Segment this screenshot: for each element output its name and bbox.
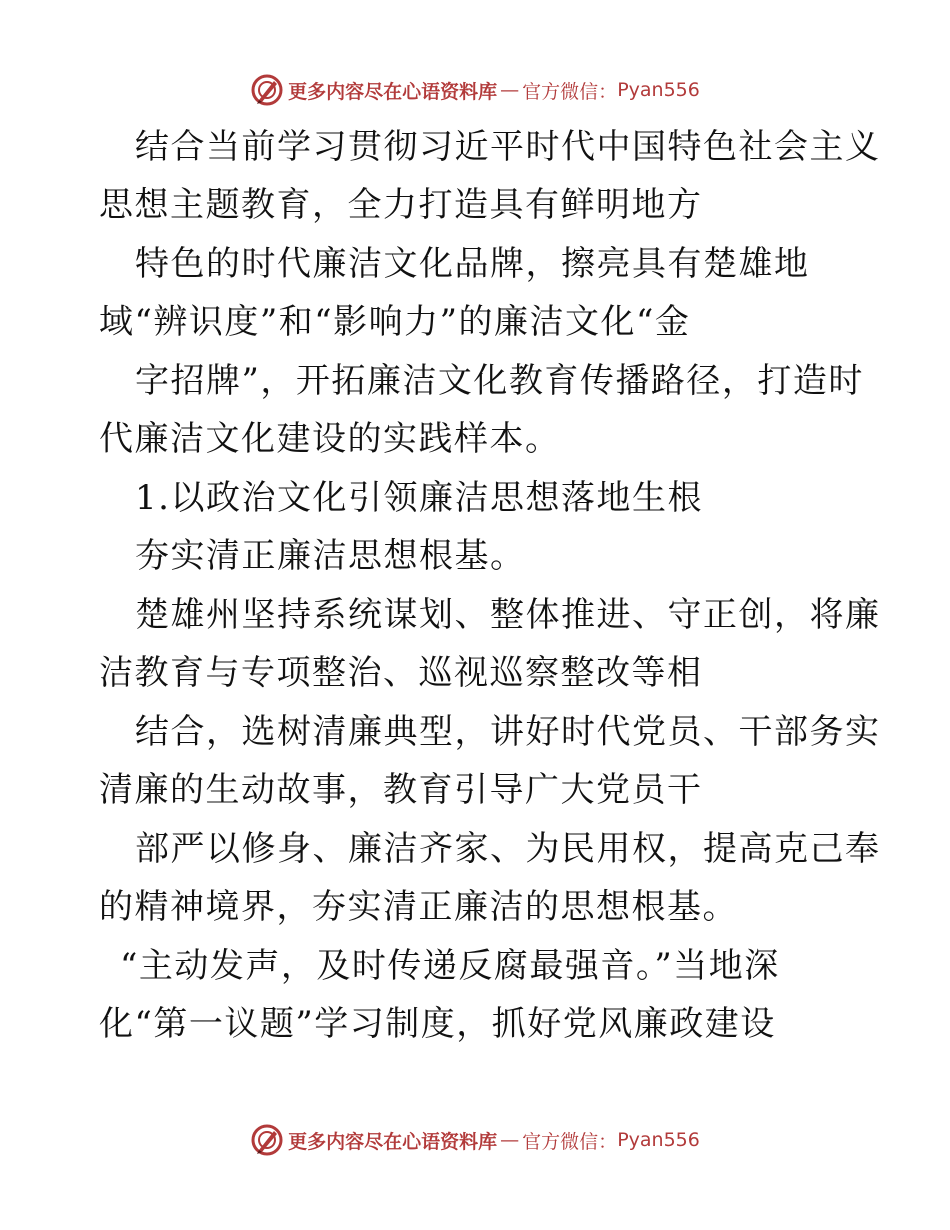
body-line: 楚雄州坚持系统谋划、整体推进、守正创，将廉 [135,595,881,635]
body-line: 结合当前学习贯彻习近平时代中国特色社会主义 [135,127,881,167]
body-line: 结合，选树清廉典型，讲好时代党员、干部务实 [135,712,881,752]
body-line: 化“第一议题”学习制度，抓好党风廉政建设 [99,1004,776,1044]
promo-text: 更多内容尽在心语资料库 [288,80,498,103]
body-line: “主动发声，及时传递反腐最强音。”当地深 [120,946,780,986]
pen-logo-icon [250,1123,284,1157]
header-banner [0,70,950,110]
body-line: 夯实清正廉洁思想根基。 [135,536,526,576]
body-line: 代廉洁文化建设的实践样本。 [99,419,561,459]
body-line: 清廉的生动故事，教育引导广大党员干 [99,770,703,810]
body-line: 部严以修身、廉洁齐家、为民用权，提高克己奉 [135,829,881,869]
wechat-label: 官方微信： [522,1130,618,1153]
wechat-id: Pyan556 [617,1129,700,1151]
body-line: 的精神境界，夯实清正廉洁的思想根基。 [99,887,738,927]
wechat-label: 官方微信： [522,80,618,103]
body-line: 思想主题教育，全力打造具有鲜明地方 [99,185,703,225]
banner-dash: — [500,1129,520,1151]
wechat-id: Pyan556 [617,79,700,101]
body-line: 字招牌”，开拓廉洁文化教育传播路径，打造时 [135,361,864,401]
pen-logo-icon [250,73,284,107]
banner-dash: — [500,79,520,101]
promo-text: 更多内容尽在心语资料库 [288,1130,498,1153]
footer-banner [0,1120,950,1160]
section-heading: 1.以政治文化引领廉洁思想落地生根 [135,478,703,518]
body-line: 洁教育与专项整治、巡视巡察整改等相 [99,653,703,693]
body-line: 域“辨识度”和“影响力”的廉洁文化“金 [99,302,691,342]
body-line: 特色的时代廉洁文化品牌，擦亮具有楚雄地 [135,244,810,284]
